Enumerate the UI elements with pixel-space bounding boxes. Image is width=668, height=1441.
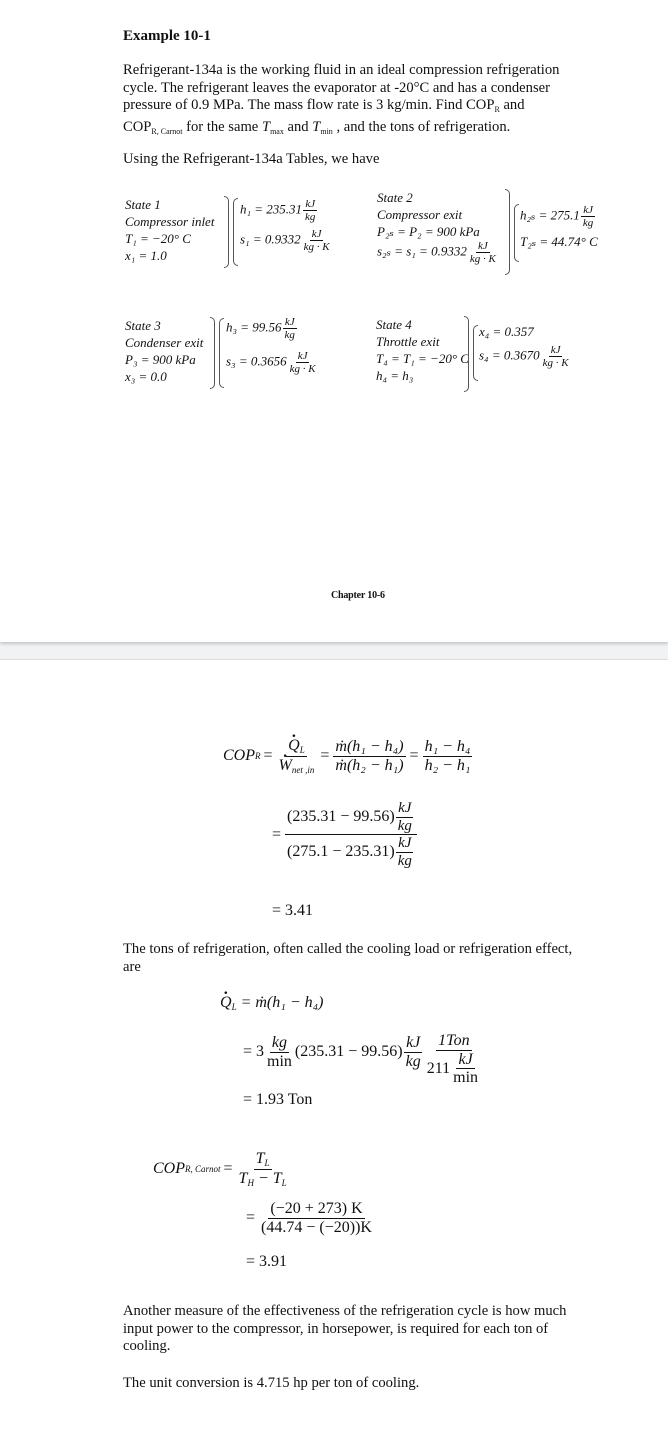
document-page-1	[0, 0, 668, 642]
tons-intro: The tons of refrigeration, often called the cooling load or refrigeration effect, are	[123, 941, 573, 975]
right-brace	[224, 196, 229, 268]
problem-line-1: Refrigerant-134a is the working fluid in an ideal compression refrigeration	[123, 62, 560, 78]
state-3-results: h₃ = 99.56 $\frac{kJ}{kg}$ s₃ = 0.3656 $\frac{kJ}{kg \cdot K}$	[226, 316, 316, 376]
example-title: Example 10-1	[123, 28, 211, 44]
problem-line-3: pressure of 0.9 MPa. The mass flow rate is 3 kg/min. Find $COP_R$ and	[123, 97, 525, 114]
left-brace	[219, 318, 224, 388]
tons-result: = 1.93 Ton	[243, 1091, 313, 1108]
problem-line-4: $COP_{R, Carnot}$ for the same $T_{max}$ and $T_{min}$ , and the tons of refrigeration.	[123, 118, 511, 136]
problem-line-2: cycle. The refrigerant leaves the evaporator at -20°C and has a condenser	[123, 79, 550, 96]
cop-r-equation: COP R = · QL · Wnet ,in = $\frac{\text{ṁ(h₁ − h₄)}}{\text{ṁ(h₂ − h₁)}}$ = $\frac{\text{h₁ − h₄}}{\text{h₂ − h₁}}$	[223, 737, 473, 776]
state-2-givens: State 2 Compressor exit P₂ₛ = P₂ = 900 kPa s₂ₛ = s₁ = 0.9332 $\frac{kJ}{kg \cdot K}$	[377, 190, 496, 266]
state-1-results: h₁ = 235.31 $\frac{kJ}{kg}$ s₁ = 0.9332 $\frac{kJ}{kg \cdot K}$	[240, 198, 330, 254]
problem-statement	[123, 62, 593, 140]
right-brace	[505, 189, 510, 275]
state-2-results: h₂ₛ = 275.1 $\frac{kJ}{kg}$ T₂ₛ = 44.74° C	[520, 204, 598, 249]
cop-carnot-equation: COP R, Carnot = $\frac{TL}{TH - TL}$	[153, 1150, 287, 1188]
state-1-givens: State 1 Compressor inlet T₁ = −20° C x₁ = 1.0	[125, 197, 215, 263]
unit-conversion: The unit conversion is 4.715 hp per ton of cooling.	[123, 1375, 420, 1391]
page-separator	[0, 642, 668, 660]
cop-r-result: = 3.41	[272, 902, 314, 919]
cop-r-substitution: = (235.31 − 99.56) $\frac{kJ}{kg}$ (275.1 − 235.31) $\frac{kJ}{kg}$	[272, 800, 418, 869]
left-brace	[473, 325, 478, 381]
state-4-results: x₄ = 0.357 s₄ = 0.3670 $\frac{kJ}{kg \cdot K}$	[479, 324, 569, 370]
measure-paragraph: Another measure of the effectiveness of the refrigeration cycle is how much input power to the compressor, in horsepower, is required for each ton of cooling.	[123, 1303, 567, 1354]
document-page-2	[0, 660, 668, 1441]
tons-equation-line-1: · QL = ṁ(h₁ − h₄)	[220, 994, 324, 1012]
state-3-givens: State 3 Condenser exit P₃ = 900 kPa x₃ = 0.0	[125, 318, 204, 384]
left-brace	[233, 198, 238, 266]
page-footer: Chapter 10-6	[331, 590, 385, 601]
left-brace	[514, 204, 519, 262]
cop-carnot-substitution: = $\frac{(-20 + 273) K}{(44.74 - (-20))K}$	[246, 1200, 372, 1236]
right-brace	[210, 317, 215, 389]
state-4-givens: State 4 Throttle exit T₄ = T₁ = −20° C h₄ = h₃	[376, 317, 469, 383]
right-brace	[464, 316, 469, 392]
tons-equation-line-2: = 3 $\frac{kg}{\min}$ (235.31 − 99.56) $\frac{kJ}{kg}$ 1Ton 211 $\frac{kJ}{\min}$	[243, 1032, 479, 1087]
cop-carnot-result: = 3.91	[246, 1253, 288, 1270]
tables-intro: Using the Refrigerant-134a Tables, we have	[123, 151, 380, 167]
